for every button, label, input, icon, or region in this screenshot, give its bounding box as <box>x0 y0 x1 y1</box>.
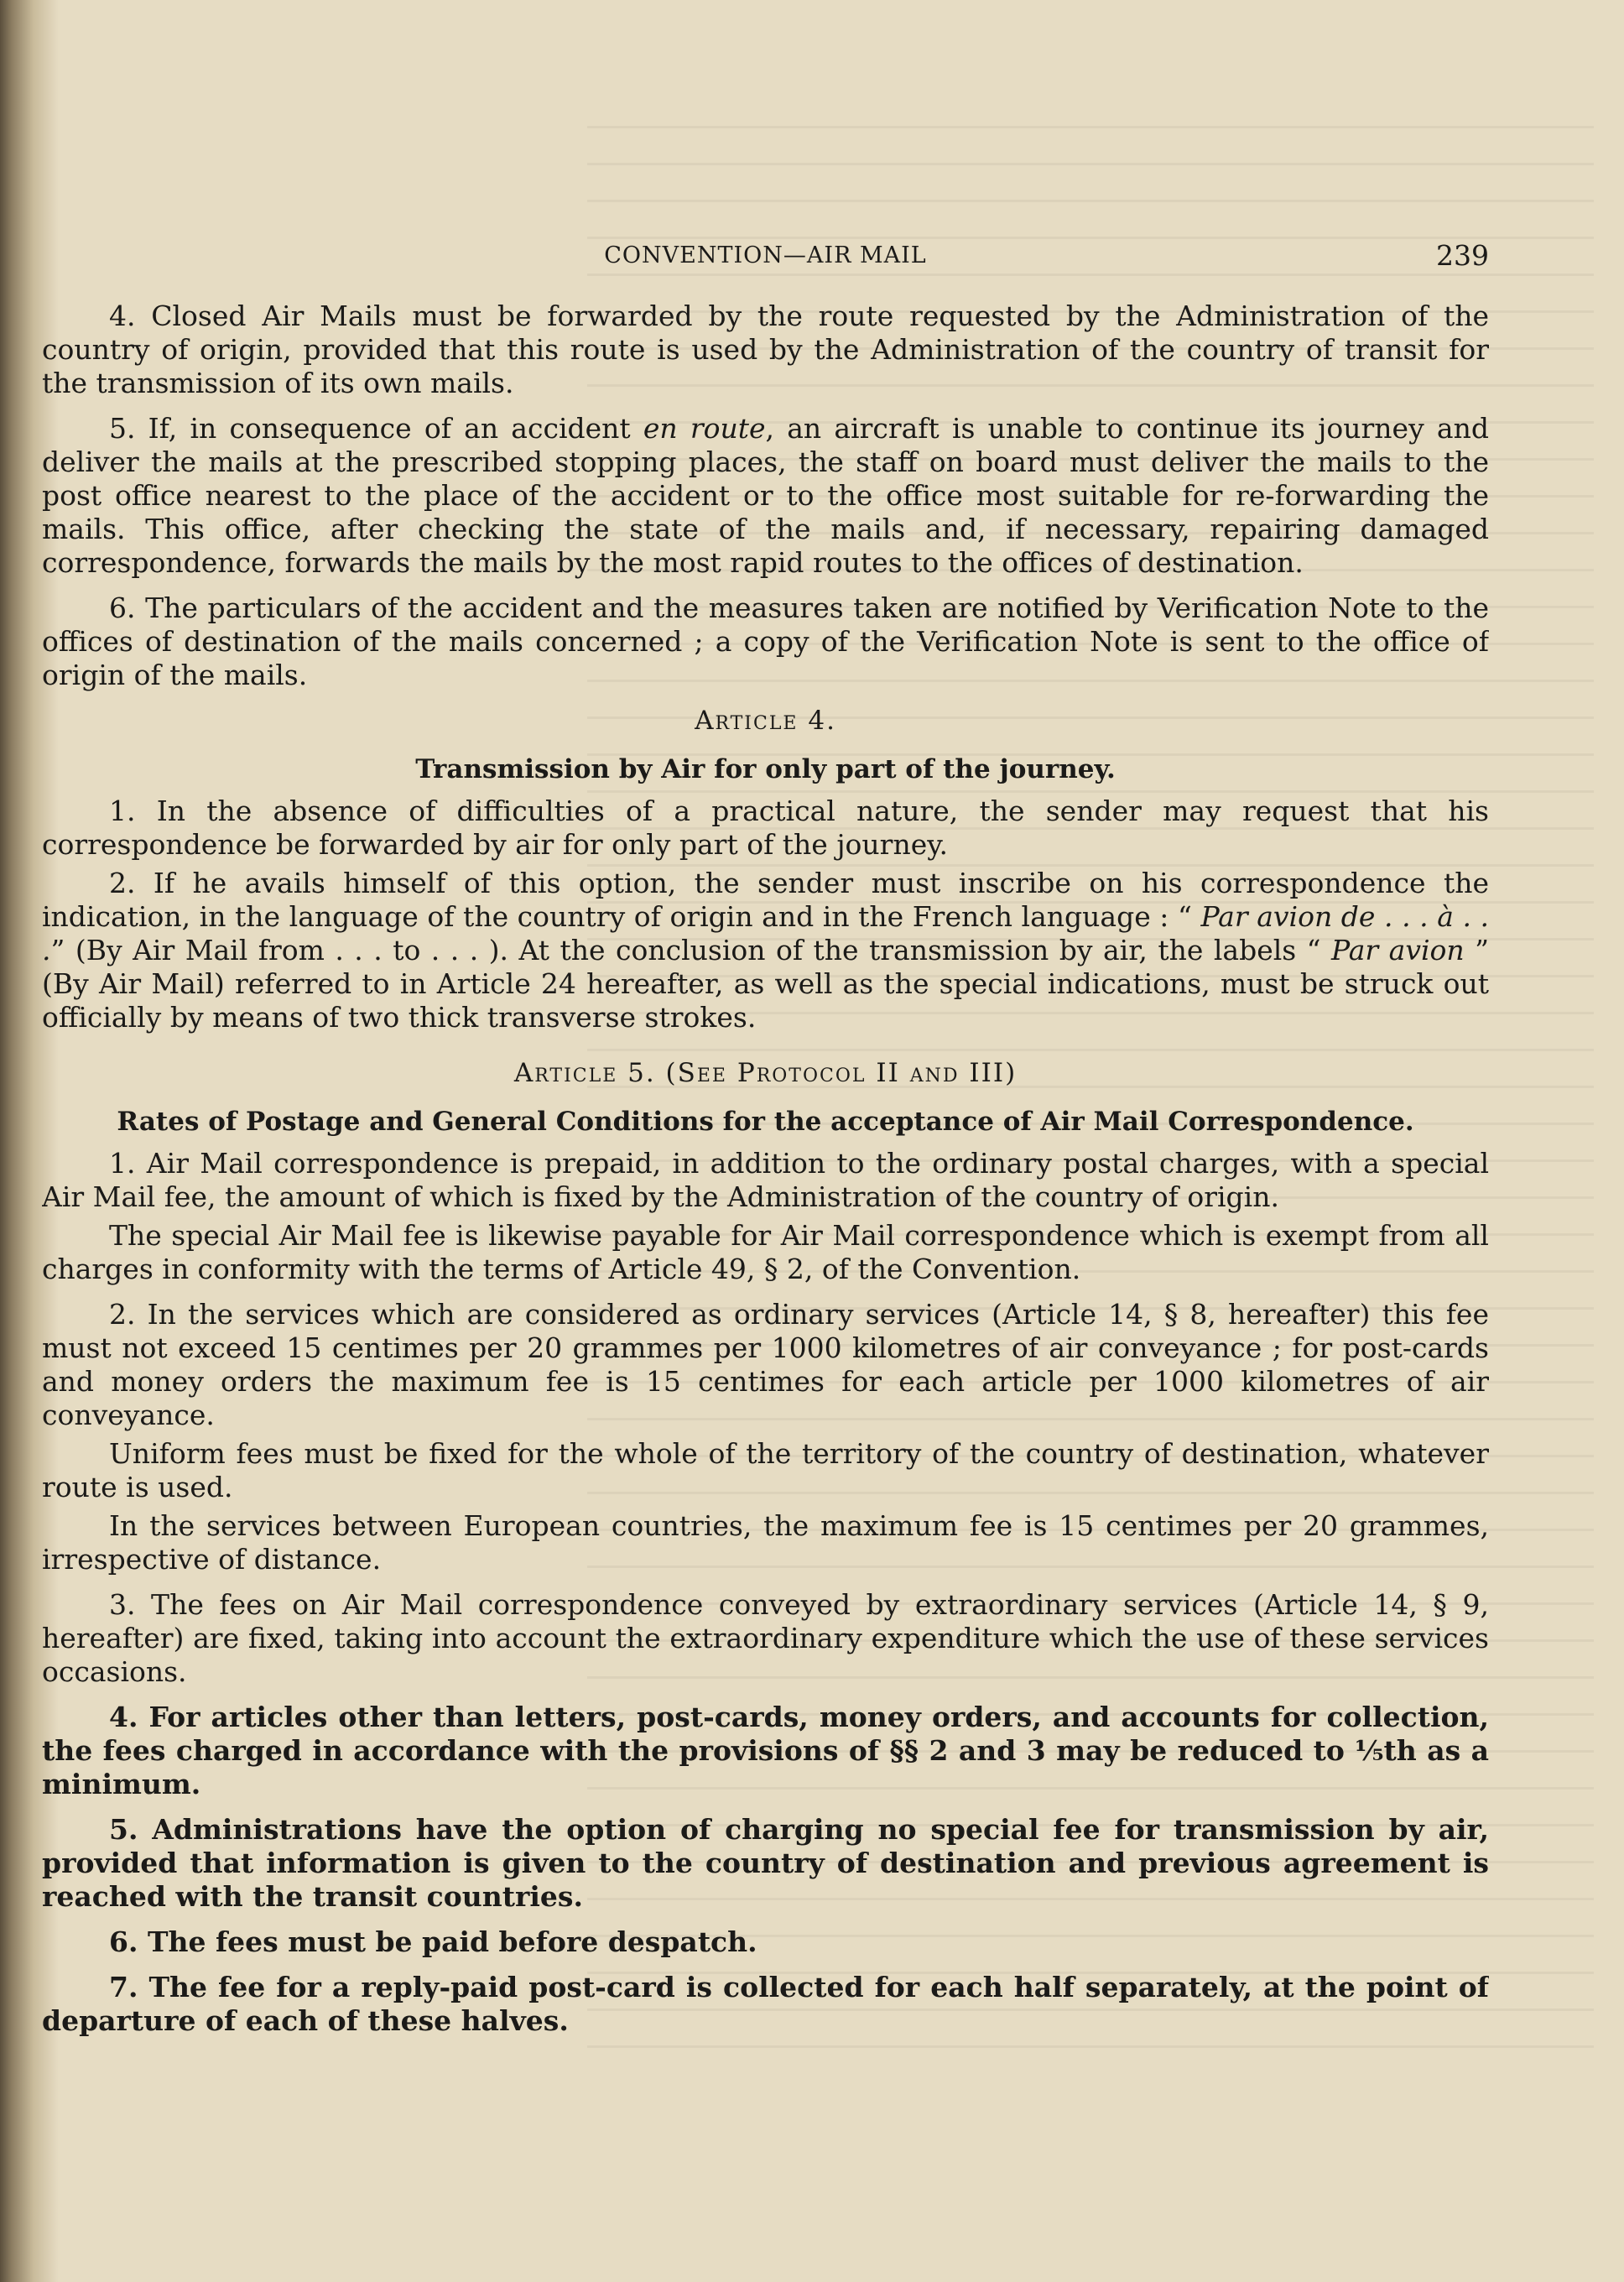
document-page <box>42 239 1489 2236</box>
paragraph-article5-1b: The special Air Mail fee is likewise payable for Air Mail correspondence which is exempt from all charges in conformity with the terms of Article 49, § 2, of the Convention. <box>42 1219 1489 1285</box>
paragraph-article5-2c: In the services between European countries, the maximum fee is 15 centimes per 20 grammes, irrespective of distance. <box>42 1509 1489 1576</box>
paragraph-article5-4: 4. For articles other than letters, post-cards, money orders, and accounts for collection, the fees charged in accordance with the provisions of §§ 2 and 3 may be reduced to ⅕th as a minimum. <box>42 1701 1489 1800</box>
paragraph-article5-5: 5. Administrations have the option of charging no special fee for transmission by air, provided that information is given to the country of destination and previous agreement is reached with the transit countries. <box>42 1813 1489 1913</box>
paragraph-article4-2: 2. If he avails himself of this option, the sender must inscribe on his correspondence the indication, in the language of the country of origin and in the French language : “ Par avion de . . . à . . .” (By Air Mail from . . . to . . . ). At the conclusion of the transmission by air, the labels “ Par avion ” (By Air Mail) referred to in Article 24 hereafter, as well as the special indications, must be struck out officially by means of two thick transverse strokes. <box>42 867 1489 1034</box>
page-number: 239 <box>1436 239 1489 272</box>
paragraph-article5-7: 7. The fee for a reply-paid post-card is collected for each half separately, at the point of departure of each of these halves. <box>42 1971 1489 2037</box>
article-4-heading: Transmission by Air for only part of the journey. <box>415 754 1116 784</box>
article-5-heading: Rates of Postage and General Conditions for the acceptance of Air Mail Correspondence. <box>117 1107 1414 1137</box>
article-4-label: Article 4. <box>695 706 836 736</box>
running-title: CONVENTION—AIR MAIL <box>604 242 927 268</box>
page-header <box>42 239 1489 281</box>
paragraph-article5-2: 2. In the services which are considered as ordinary services (Article 14, § 8, hereafter) this fee must not exceed 15 centimes per 20 grammes per 1000 kilometres of air conveyance ; for post-cards and money orders the maximum fee is 15 centimes for each article per 1000 kilometres of air conveyance. <box>42 1298 1489 1431</box>
paragraph-article5-2b: Uniform fees must be fixed for the whole of the territory of the country of destination, whatever route is used. <box>42 1437 1489 1503</box>
article-5-label: Article 5. (See Protocol II and III) <box>513 1058 1018 1088</box>
paragraph-article4-1: 1. In the absence of difficulties of a practical nature, the sender may request that his correspondence be forwarded by air for only part of the journey. <box>42 795 1489 861</box>
paragraph-article3-5: 5. If, in consequence of an accident en route, an aircraft is unable to continue its journey and deliver the mails at the prescribed stopping places, the staff on board must deliver the mails to the post office nearest to the place of the accident or to the office most suitable for re-forwarding the mails. This office, after checking the state of the mails and, if necessary, repairing damaged correspondence, forwards the mails by the most rapid routes to the offices of destination. <box>42 412 1489 579</box>
paragraph-article5-3: 3. The fees on Air Mail correspondence conveyed by extraordinary services (Article 14, § 9, hereafter) are fixed, taking into account the extraordinary expenditure which the use of these services occasions. <box>42 1588 1489 1688</box>
paragraph-article3-4: 4. Closed Air Mails must be forwarded by the route requested by the Administration of the country of origin, provided that this route is used by the Administration of the country of transit for the transmission of its own mails. <box>42 300 1489 399</box>
paragraph-article5-6: 6. The fees must be paid before despatch. <box>109 1925 757 1958</box>
paragraph-article3-6: 6. The particulars of the accident and the measures taken are notified by Verification Note to the offices of destination of the mails concerned ; a copy of the Verification Note is sent to the office of origin of the mails. <box>42 591 1489 691</box>
paragraph-article5-1: 1. Air Mail correspondence is prepaid, in addition to the ordinary postal charges, with a special Air Mail fee, the amount of which is fixed by the Administration of the country of origin. <box>42 1147 1489 1213</box>
